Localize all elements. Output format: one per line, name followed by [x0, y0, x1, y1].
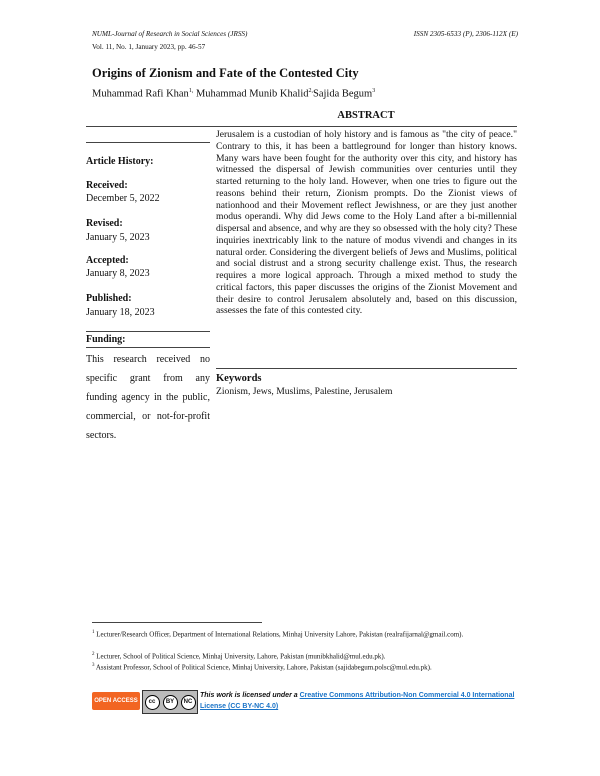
paper-title: Origins of Zionism and Fate of the Contested City — [92, 66, 359, 80]
funding-statement: This research received no specific grant from any funding agency in the public, commercial, or not-for-profit sectors. — [86, 354, 210, 441]
by-icon: BY — [163, 695, 178, 710]
issn: ISSN 2305-6533 (P), 2306-112X (E) — [413, 30, 518, 38]
volume-info: Vol. 11, No. 1, January 2023, pp. 46-57 — [92, 43, 206, 51]
footnote-3 — [92, 661, 512, 673]
divider — [216, 368, 517, 369]
author-sup: 2, — [308, 88, 314, 94]
author-name: Sajida Begum — [313, 88, 373, 100]
published-label: Published: — [86, 293, 132, 304]
revised-label: Revised: — [86, 218, 123, 229]
footnote-number: 2 — [92, 652, 95, 657]
footnote-number: 3 — [92, 663, 95, 668]
revised-date: January 5, 2023 — [86, 232, 150, 243]
divider — [86, 142, 210, 143]
author-name: Muhammad Rafi Khan — [92, 88, 189, 100]
nc-icon: NC — [181, 695, 196, 710]
license-prefix: This work is licensed under a — [200, 692, 300, 699]
journal-name: NUML-Journal of Research in Social Sciences (JRSS) — [92, 30, 248, 38]
footnote-text: Assistant Professor, School of Political Science, Minhaj University, Lahore, Pakistan (sajidabegum.polsc@mul.edu.pk). — [95, 663, 432, 672]
open-access-badge: OPEN ACCESS — [92, 692, 140, 710]
footnote-divider — [92, 622, 262, 623]
cc-license-badge — [142, 690, 198, 714]
footnote-number: 1 — [92, 630, 95, 635]
cc-icon: cc — [145, 695, 160, 710]
divider — [86, 331, 210, 332]
received-label: Received: — [86, 180, 128, 191]
author-sup: 3 — [372, 88, 376, 94]
published-date: January 18, 2023 — [86, 307, 155, 318]
footnote-1 — [92, 628, 512, 640]
funding-label: Funding: — [86, 334, 126, 345]
divider — [86, 126, 517, 127]
abstract-heading: ABSTRACT — [337, 110, 395, 121]
license-link[interactable]: Creative Commons Attribution-Non Commercial 4.0 International License (CC BY-NC 4.0) — [200, 692, 515, 710]
abstract-text: Jerusalem is a custodian of holy history and is famous as "the city of peace." Contrary to this, it has been a battleground for longer than history knows. Many wars have been fought for the authority over this city, and history has witnessed the dispersal of Jewish communities over centuries until they started returning to the holy land. However, when one tries to figure out the reasons behind their return, Zionism prompts. Do the Zionist views of nationhood and their Movement reflect Jewishness, or are they just another modus operandi. Why did Jews come to the Holy Land after a bi-millennial dispersal and absence, and why are they so obsessed with the holy city? These inquiries inextricably link to the nature of modus vivendi and changes in its natural order. Considering the divergent beliefs of Jews and Muslims, political and social distrust and a strong security challenge exist. Thus, the research requires a more logical approach. Through a mixed method to study the critical factors, this paper discusses the origins of the Zionist Movement and their desire to control Jerusalem absolutely and, based on this discussion, assesses the fate of this contested city. — [216, 129, 517, 317]
article-history-label: Article History: — [86, 156, 154, 167]
author-name: Muhammad Munib Khalid — [195, 88, 309, 100]
footnote-text: Lecturer/Research Officer, Department of International Relations, Minhaj University Lahore, Pakistan (realrafijarnal@gmail.com). — [96, 630, 464, 639]
divider — [86, 347, 210, 348]
author-sup: 1, — [188, 88, 194, 94]
received-date: December 5, 2022 — [86, 193, 160, 204]
author-list — [92, 88, 375, 100]
accepted-label: Accepted: — [86, 255, 129, 266]
license-statement — [200, 690, 520, 712]
keywords-heading: Keywords — [216, 373, 262, 384]
footnote-text: Lecturer, School of Political Science, Minhaj University, Lahore, Pakistan (munibkhalid@mul.edu.pk). — [96, 652, 386, 661]
keywords-list: Zionism, Jews, Muslims, Palestine, Jerusalem — [216, 386, 393, 397]
accepted-date: January 8, 2023 — [86, 268, 150, 279]
